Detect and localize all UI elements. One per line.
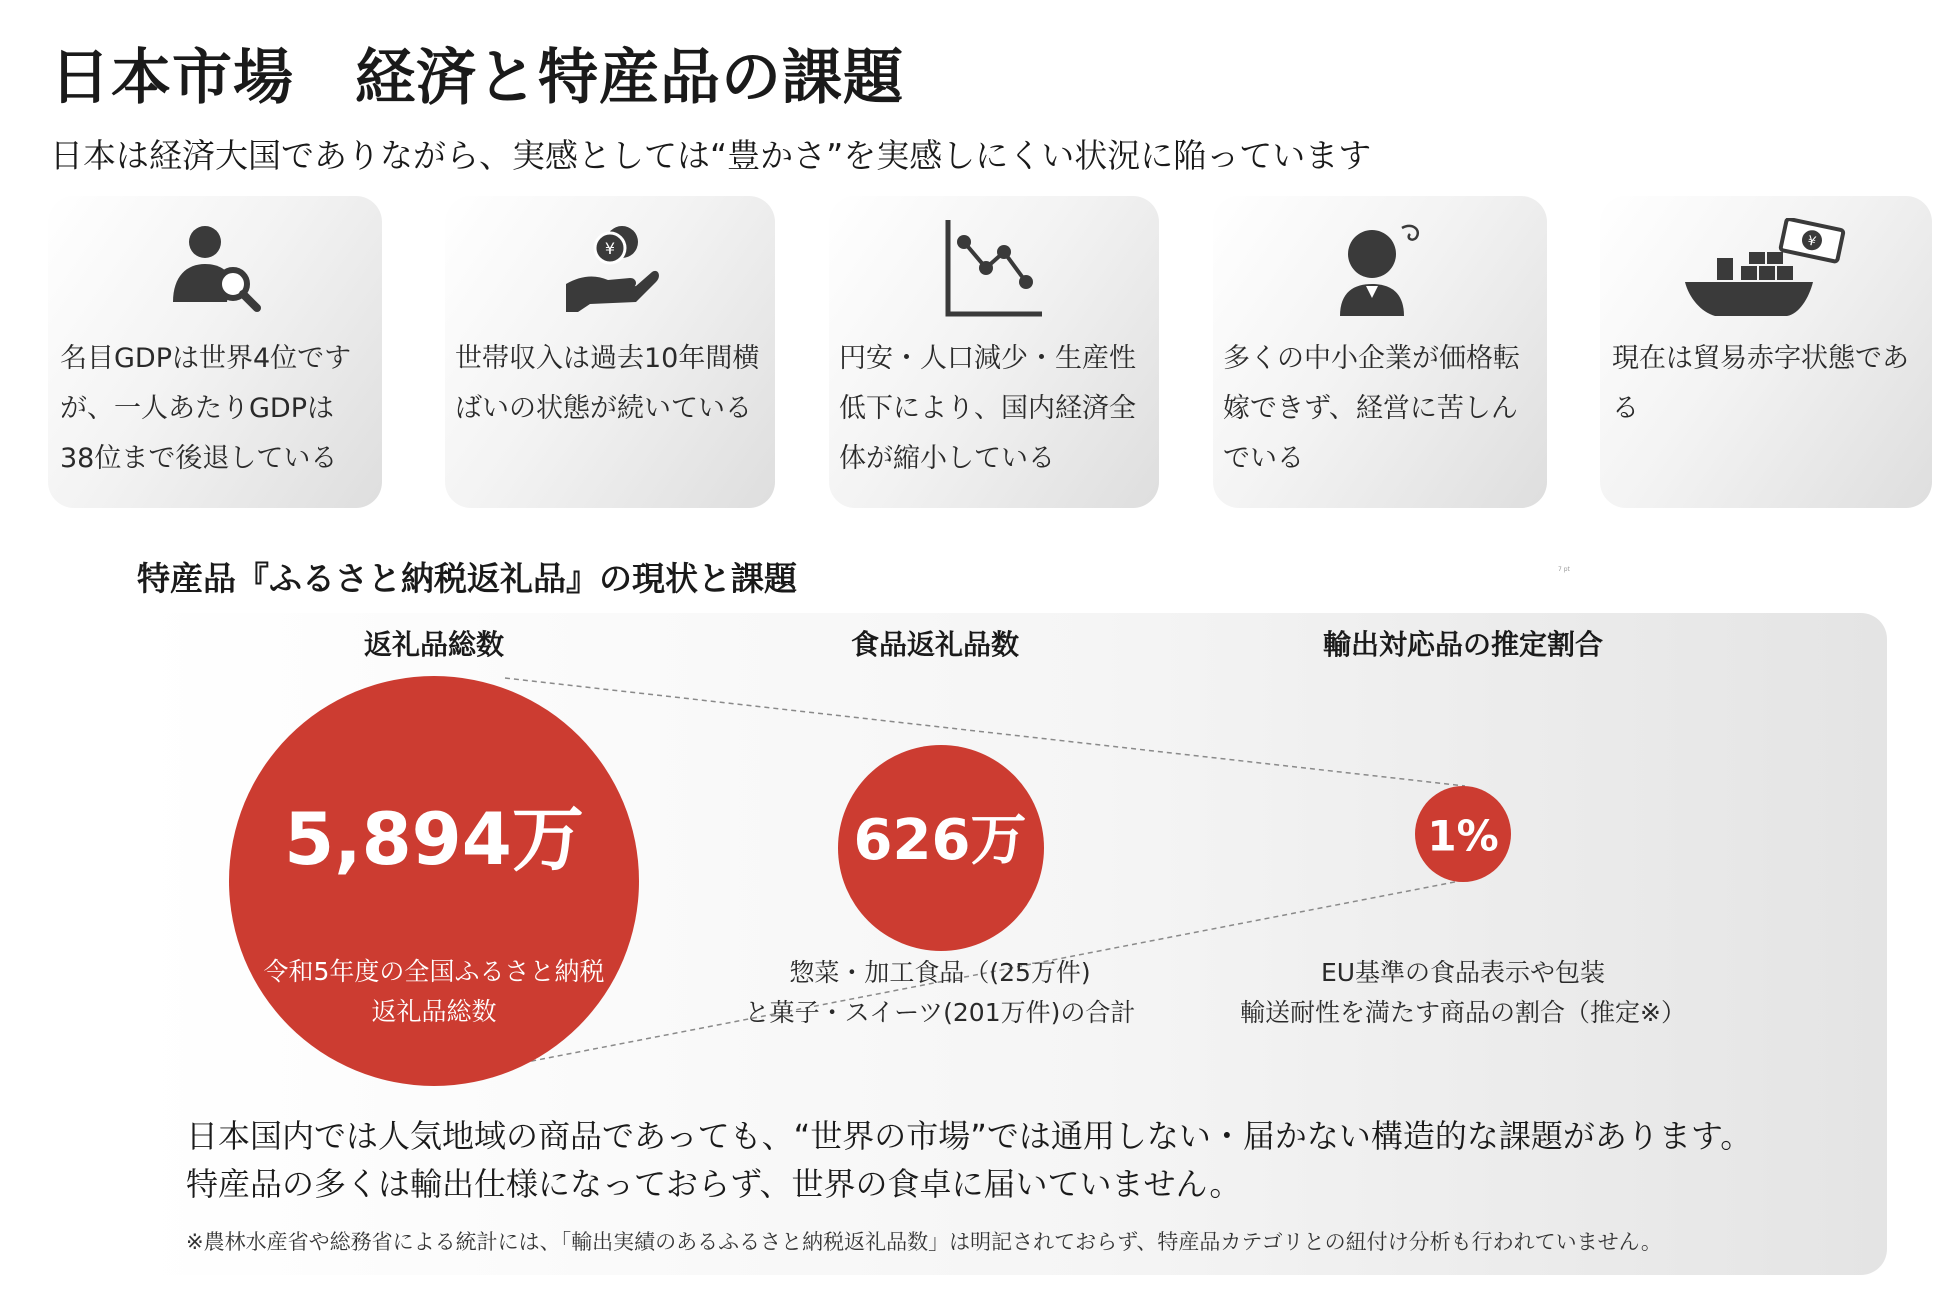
card-text: 名目GDPは世界4位ですが、一人あたりGDPは38位まで後退している: [60, 343, 352, 474]
card-text: 多くの中小企業が価格転嫁できず、経営に苦しんでいる: [1223, 343, 1520, 474]
conclusion-text: [186, 1112, 1752, 1208]
note-line: 輸送耐性を満たす商品の割合（推定※）: [1240, 998, 1686, 1027]
metric-value-food: 626万: [853, 808, 1027, 873]
page-title: 日本市場 経済と特産品の課題: [50, 43, 904, 113]
metric-note-export: [1240, 953, 1686, 1033]
svg-text:¥: ¥: [604, 239, 616, 258]
section-title: 特産品『ふるさと納税返礼品』の現状と課題: [137, 559, 797, 598]
card-text: 円安・人口減少・生産性低下により、国内経済全体が縮小している: [839, 343, 1136, 474]
conclusion-line: 特産品の多くは輸出仕様になっておらず、世界の食卓に届いていません。: [186, 1165, 1242, 1203]
metric-note-total: 令和5年度の全国ふるさと納税返礼品総数: [263, 957, 605, 1026]
page-subtitle: 日本は経済大国でありながら、実感としては“豊かさ”を実感しにくい状況に陥っています: [50, 136, 1372, 175]
note-line: と菓子・スイーツ(201万件)の合計: [744, 998, 1136, 1027]
footnote: ※農林水産省や総務省による統計には、「輸出実績のあるふるさと納税返礼品数」は明記されておらず、特産品カテゴリとの紐付け分析も行われていません。: [186, 1230, 1662, 1254]
metric-note-food: [745, 953, 1136, 1033]
metric-label-food: 食品返礼品数: [850, 628, 1020, 661]
metric-value-export: 1%: [1427, 811, 1499, 861]
note-line: 惣菜・加工食品（(25万件): [789, 958, 1091, 987]
svg-text:¥: ¥: [1806, 233, 1818, 250]
card-text: 世帯収入は過去10年間横ばいの状態が続いている: [455, 343, 760, 424]
card-text: 現在は貿易赤字状態である: [1612, 343, 1909, 424]
tiny-label: 7 pt: [1558, 566, 1570, 573]
metric-value-total: 5,894万: [284, 797, 584, 881]
metric-label-export: 輸出対応品の推定割合: [1322, 628, 1604, 661]
conclusion-line: 日本国内では人気地域の商品であっても、“世界の市場”では通用しない・届かない構造的な課題があります。: [186, 1117, 1753, 1155]
metric-label-total: 返礼品総数: [363, 628, 505, 661]
note-line: EU基準の食品表示や包装: [1320, 958, 1606, 987]
